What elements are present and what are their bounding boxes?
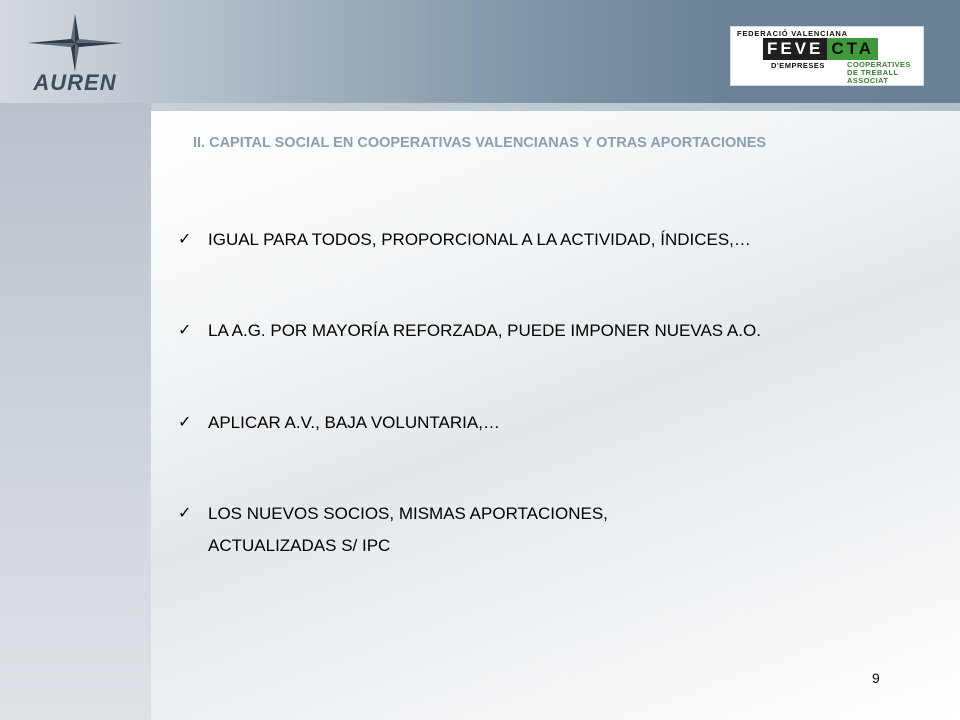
left-sidebar-band bbox=[0, 103, 151, 720]
fevecta-wordmark bbox=[763, 38, 878, 60]
fevecta-subtitle-line: ASSOCIAT bbox=[847, 76, 889, 85]
bullet-text: APLICAR A.V., BAJA VOLUNTARIA,… bbox=[208, 413, 500, 432]
fevecta-federation-text: FEDERACIÓ VALENCIANA bbox=[737, 29, 848, 38]
header-divider bbox=[150, 103, 960, 111]
auren-logo-text: AUREN bbox=[33, 70, 117, 95]
star-compass-icon bbox=[26, 14, 124, 72]
checkmark-icon: ✓ bbox=[178, 231, 192, 248]
bullet-text: LOS NUEVOS SOCIOS, MISMAS APORTACIONES, ACTUALIZADAS S/ IPC bbox=[208, 504, 608, 555]
page-number: 9 bbox=[872, 670, 880, 686]
bullet-text: IGUAL PARA TODOS, PROPORCIONAL A LA ACTIVIDAD, ÍNDICES,… bbox=[208, 230, 751, 249]
fevecta-subtitle-line: DE TREBALL bbox=[847, 68, 899, 77]
fevecta-subtitle-right bbox=[847, 61, 911, 85]
slide-title: II. CAPITAL SOCIAL EN COOPERATIVAS VALENCIANAS Y OTRAS APORTACIONES bbox=[193, 135, 767, 151]
fevecta-wordmark-cta: CTA bbox=[827, 38, 878, 60]
fevecta-subtitle-line: COOPERATIVES bbox=[847, 60, 911, 69]
checkmark-icon: ✓ bbox=[178, 414, 192, 431]
checkmark-icon: ✓ bbox=[178, 505, 192, 522]
fevecta-subtitle-left: D'EMPRESES bbox=[771, 61, 825, 70]
bullet-text: LA A.G. POR MAYORÍA REFORZADA, PUEDE IMPONER NUEVAS A.O. bbox=[208, 321, 761, 340]
fevecta-logo bbox=[730, 26, 924, 86]
auren-logo bbox=[20, 14, 130, 94]
checkmark-icon: ✓ bbox=[178, 322, 192, 339]
fevecta-wordmark-fev: FEVE bbox=[763, 38, 827, 60]
